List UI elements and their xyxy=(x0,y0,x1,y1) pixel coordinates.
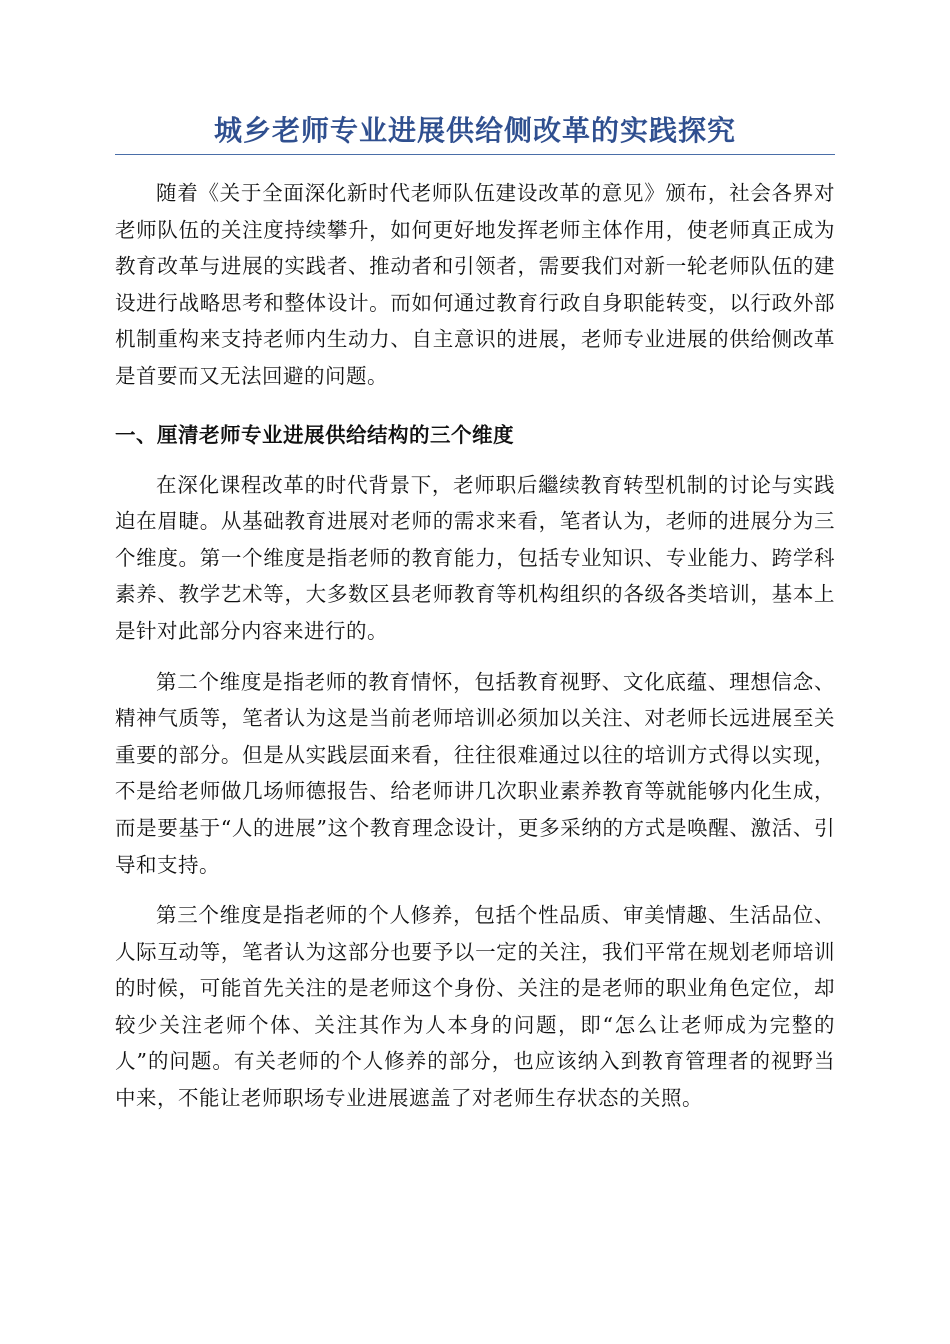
document-page xyxy=(115,110,835,1131)
section-paragraph-2: 第二个维度是指老师的教育情怀，包括教育视野、文化底蕴、理想信念、精神气质等，笔者认为这是当前老师培训必须加以关注、对老师长远进展至关重要的部分。但是从实践层面来看，往往很难通过以往的培训方式得以实现，不是给老师做几场师德报告、给老师讲几次职业素养教育等就能够内化生成，而是要基于“人的进展”这个教育理念设计，更多采纳的方式是唤醒、激活、引导和支持。 xyxy=(115,669,835,877)
section-heading: 一、厘清老师专业进展供给结构的三个维度 xyxy=(115,422,514,447)
intro-paragraph: 随着《关于全面深化新时代老师队伍建设改革的意见》颁布，社会各界对老师队伍的关注度持续攀升，如何更好地发挥老师主体作用，使老师真正成为教育改革与进展的实践者、推动者和引领者，需要我们对新一轮老师队伍的建设进行战略思考和整体设计。而如何通过教育行政自身职能转变，以行政外部机制重构来支持老师内生动力、自主意识的进展，老师专业进展的供给侧改革是首要而又无法回避的问题。 xyxy=(115,181,835,388)
title-underline xyxy=(115,154,835,155)
section-paragraph-1: 在深化课程改革的时代背景下，老师职后繼续教育转型机制的讨论与实践迫在眉睫。从基础教育进展对老师的需求来看，笔者认为，老师的进展分为三个维度。第一个维度是指老师的教育能力，包括专业知识、专业能力、跨学科素养、教学艺术等，大多数区县老师教育等机构组织的各级各类培训，基本上是针对此部分内容来进行的。 xyxy=(115,472,835,643)
document-title: 城乡老师专业进展供给侧改革的实践探究 xyxy=(213,114,736,147)
section-paragraph-3: 第三个维度是指老师的个人修养，包括个性品质、审美情趣、生活品位、人际互动等，笔者认为这部分也要予以一定的关注，我们平常在规划老师培训的时候，可能首先关注的是老师这个身份、关注的是老师的职业角色定位，却较少关注老师个体、关注其作为人本身的问题，即“怎么让老师成为完整的人”的问题。有关老师的个人修养的部分，也应该纳入到教育管理者的视野当中来，不能让老师职场专业进展遮盖了对老师生存状态的关照。 xyxy=(115,903,835,1111)
